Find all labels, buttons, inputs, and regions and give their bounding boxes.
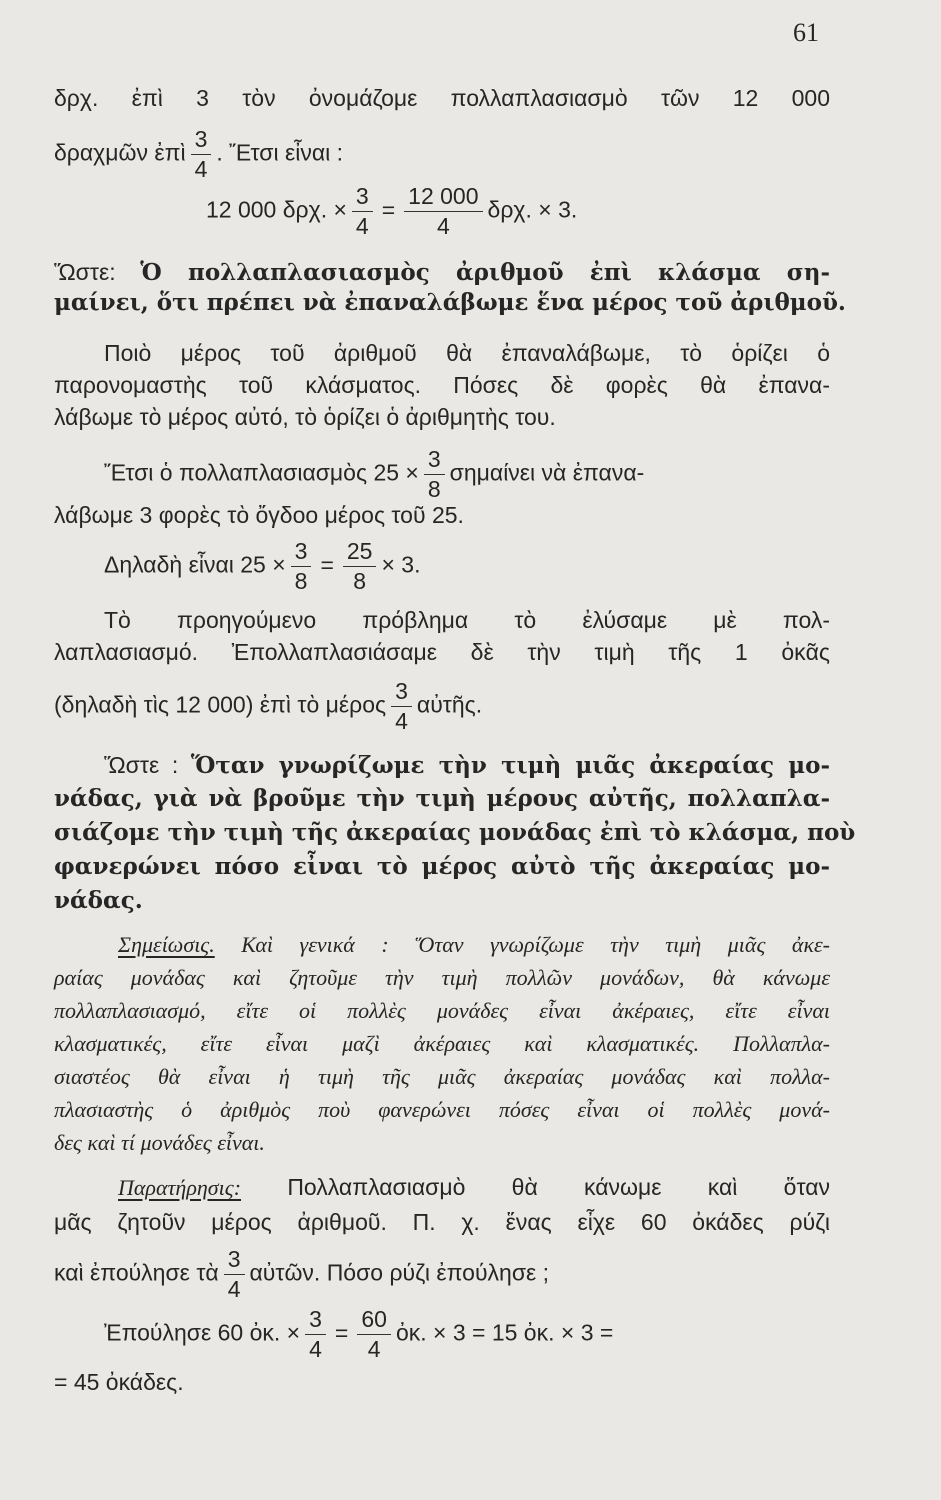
note-line: πολλαπλασιασμό, εἴτε οἱ πολλὲς μονάδες εἶναι ἀκέραιες, εἴτε εἶναι <box>54 998 830 1023</box>
observation-label: Παρατήρησις: <box>118 1175 242 1200</box>
fraction-3-4: $\frac{3}{4}$ <box>224 1248 245 1301</box>
page-number: 61 <box>793 18 819 47</box>
note-line: κλασματικές, εἴτε εἶναι μαζὶ ἀκέραιες καὶ κλασματικές. Πολλαπλα- <box>54 1031 830 1056</box>
rule-2-line: νάδας, γιὰ νὰ βροῦμε τὴν τιμὴ μέρους αὐτῆς, πολλαπλα- <box>54 785 830 812</box>
observation-line: Παρατήρησις: Πολλαπλασιασμὸ θὰ κάνωμε καὶ ὅταν <box>118 1174 830 1200</box>
rule-1-line: μαίνει, ὅτι πρέπει νὰ ἐπαναλάβωμε ἕνα μέρος τοῦ ἀριθμοῦ. <box>54 289 846 316</box>
rule-2-line: νάδας. <box>54 887 143 914</box>
fraction-25-8: $\frac{25}{8}$ <box>343 540 377 593</box>
fraction-3-8: $\frac{3}{8}$ <box>291 540 312 593</box>
text-line: (δηλαδὴ τὶς 12 000) ἐπὶ τὸ μέρος $\frac{3}{4}$ αὐτῆς. <box>54 678 483 734</box>
equation-3: Ἐπούλησε 60 ὀκ. × $\frac{3}{4}$ = $\frac{60}{4}$ ὀκ. × 3 = 15 ὀκ. × 3 = <box>104 1306 614 1362</box>
fraction-3-4: $\frac{3}{4}$ <box>352 185 373 238</box>
rule-1-line: Ὥστε: Ὁ πολλαπλασιασμὸς ἀριθμοῦ ἐπὶ κλάσμα ση- <box>54 259 830 286</box>
equation-3-continued: = 45 ὀκάδες. <box>54 1369 184 1395</box>
text-line: δρχ. ἐπὶ 3 τὸν ὀνομάζομε πολλαπλασιασμὸ τῶν 12 000 <box>54 85 830 111</box>
fraction-60-4: $\frac{60}{4}$ <box>357 1308 391 1361</box>
hoste-label: Ὥστε : <box>104 752 179 778</box>
text-line: δραχμῶν ἐπὶ $\frac{3}{4}$ . Ἔτσι εἶναι : <box>54 126 344 182</box>
hoste-label: Ὥστε: <box>54 259 116 285</box>
note-line: σιαστέος θὰ εἶναι ἡ τιμὴ τῆς μιᾶς ἀκεραίας μονάδας καὶ πολλα- <box>54 1064 830 1089</box>
equation-2: Δηλαδὴ εἶναι 25 × $\frac{3}{8}$ = $\frac{25}{8}$ × 3. <box>104 538 421 594</box>
text-line: λάβωμε 3 φορὲς τὸ ὄγδοο μέρος τοῦ 25. <box>54 502 464 528</box>
observation-line: μᾶς ζητοῦν μέρος ἀριθμοῦ. Π. χ. ἕνας εἶχε 60 ὀκάδες ρύζι <box>54 1209 830 1235</box>
text-line: λάβωμε τὸ μέρος αὐτό, τὸ ὁρίζει ὁ ἀριθμητὴς του. <box>54 404 556 430</box>
observation-line: καὶ ἐπούλησε τὰ $\frac{3}{4}$ αὐτῶν. Πόσο ρύζι ἐπούλησε ; <box>54 1246 550 1302</box>
rule-2-line: σιάζομε τὴν τιμὴ τῆς ἀκεραίας μονάδας ἐπὶ τὸ κλάσμα, ποὺ <box>54 819 856 846</box>
text-line: Τὸ προηγούμενο πρόβλημα τὸ ἐλύσαμε μὲ πολ- <box>104 607 830 633</box>
note-label: Σημείωσις. <box>118 932 215 957</box>
note-line: δες καὶ τί μονάδες εἶναι. <box>54 1130 265 1155</box>
fraction-12000-4: $\frac{12 000}{4}$ <box>404 185 482 238</box>
fraction-3-4: $\frac{3}{4}$ <box>391 680 412 733</box>
note-line: ραίας μονάδας καὶ ζητοῦμε τὴν τιμὴ πολλῶν μονάδων, θὰ κάνωμε <box>54 965 830 990</box>
text-line: Ποιὸ μέρος τοῦ ἀριθμοῦ θὰ ἐπαναλάβωμε, τὸ ὁρίζει ὁ <box>104 340 830 366</box>
text-line: παρονομαστὴς τοῦ κλάσματος. Πόσες δὲ φορὲς θὰ ἐπανα- <box>54 372 830 398</box>
equation-1: 12 000 δρχ. × $\frac{3}{4}$ = $\frac{12 000}{4}$ δρχ. × 3. <box>206 183 578 239</box>
fraction-3-4: $\frac{3}{4}$ <box>305 1308 326 1361</box>
note-line: πλασιαστὴς ὁ ἀριθμὸς ποὺ φανερώνει πόσες εἶναι οἱ πολλὲς μονά- <box>54 1097 830 1122</box>
text-line: Ἔτσι ὁ πολλαπλασιασμὸς 25 × $\frac{3}{8}$ σημαίνει νὰ ἐπανα- <box>104 446 645 502</box>
fraction-3-4: $\frac{3}{4}$ <box>191 128 212 181</box>
fraction-3-8: $\frac{3}{8}$ <box>424 448 445 501</box>
rule-2-line: φανερώνει πόσο εἶναι τὸ μέρος αὐτὸ τῆς ἀκεραίας μο- <box>54 853 830 880</box>
rule-2-line: Ὥστε : Ὅταν γνωρίζωμε τὴν τιμὴ μιᾶς ἀκεραίας μο- <box>104 752 830 779</box>
text-line: λαπλασιασμό. Ἐπολλαπλασιάσαμε δὲ τὴν τιμὴ τῆς 1 ὀκᾶς <box>54 639 830 665</box>
note-line: Σημείωσις. Καὶ γενικά : Ὅταν γνωρίζωμε τὴν τιμὴ μιᾶς ἀκε- <box>118 932 831 957</box>
